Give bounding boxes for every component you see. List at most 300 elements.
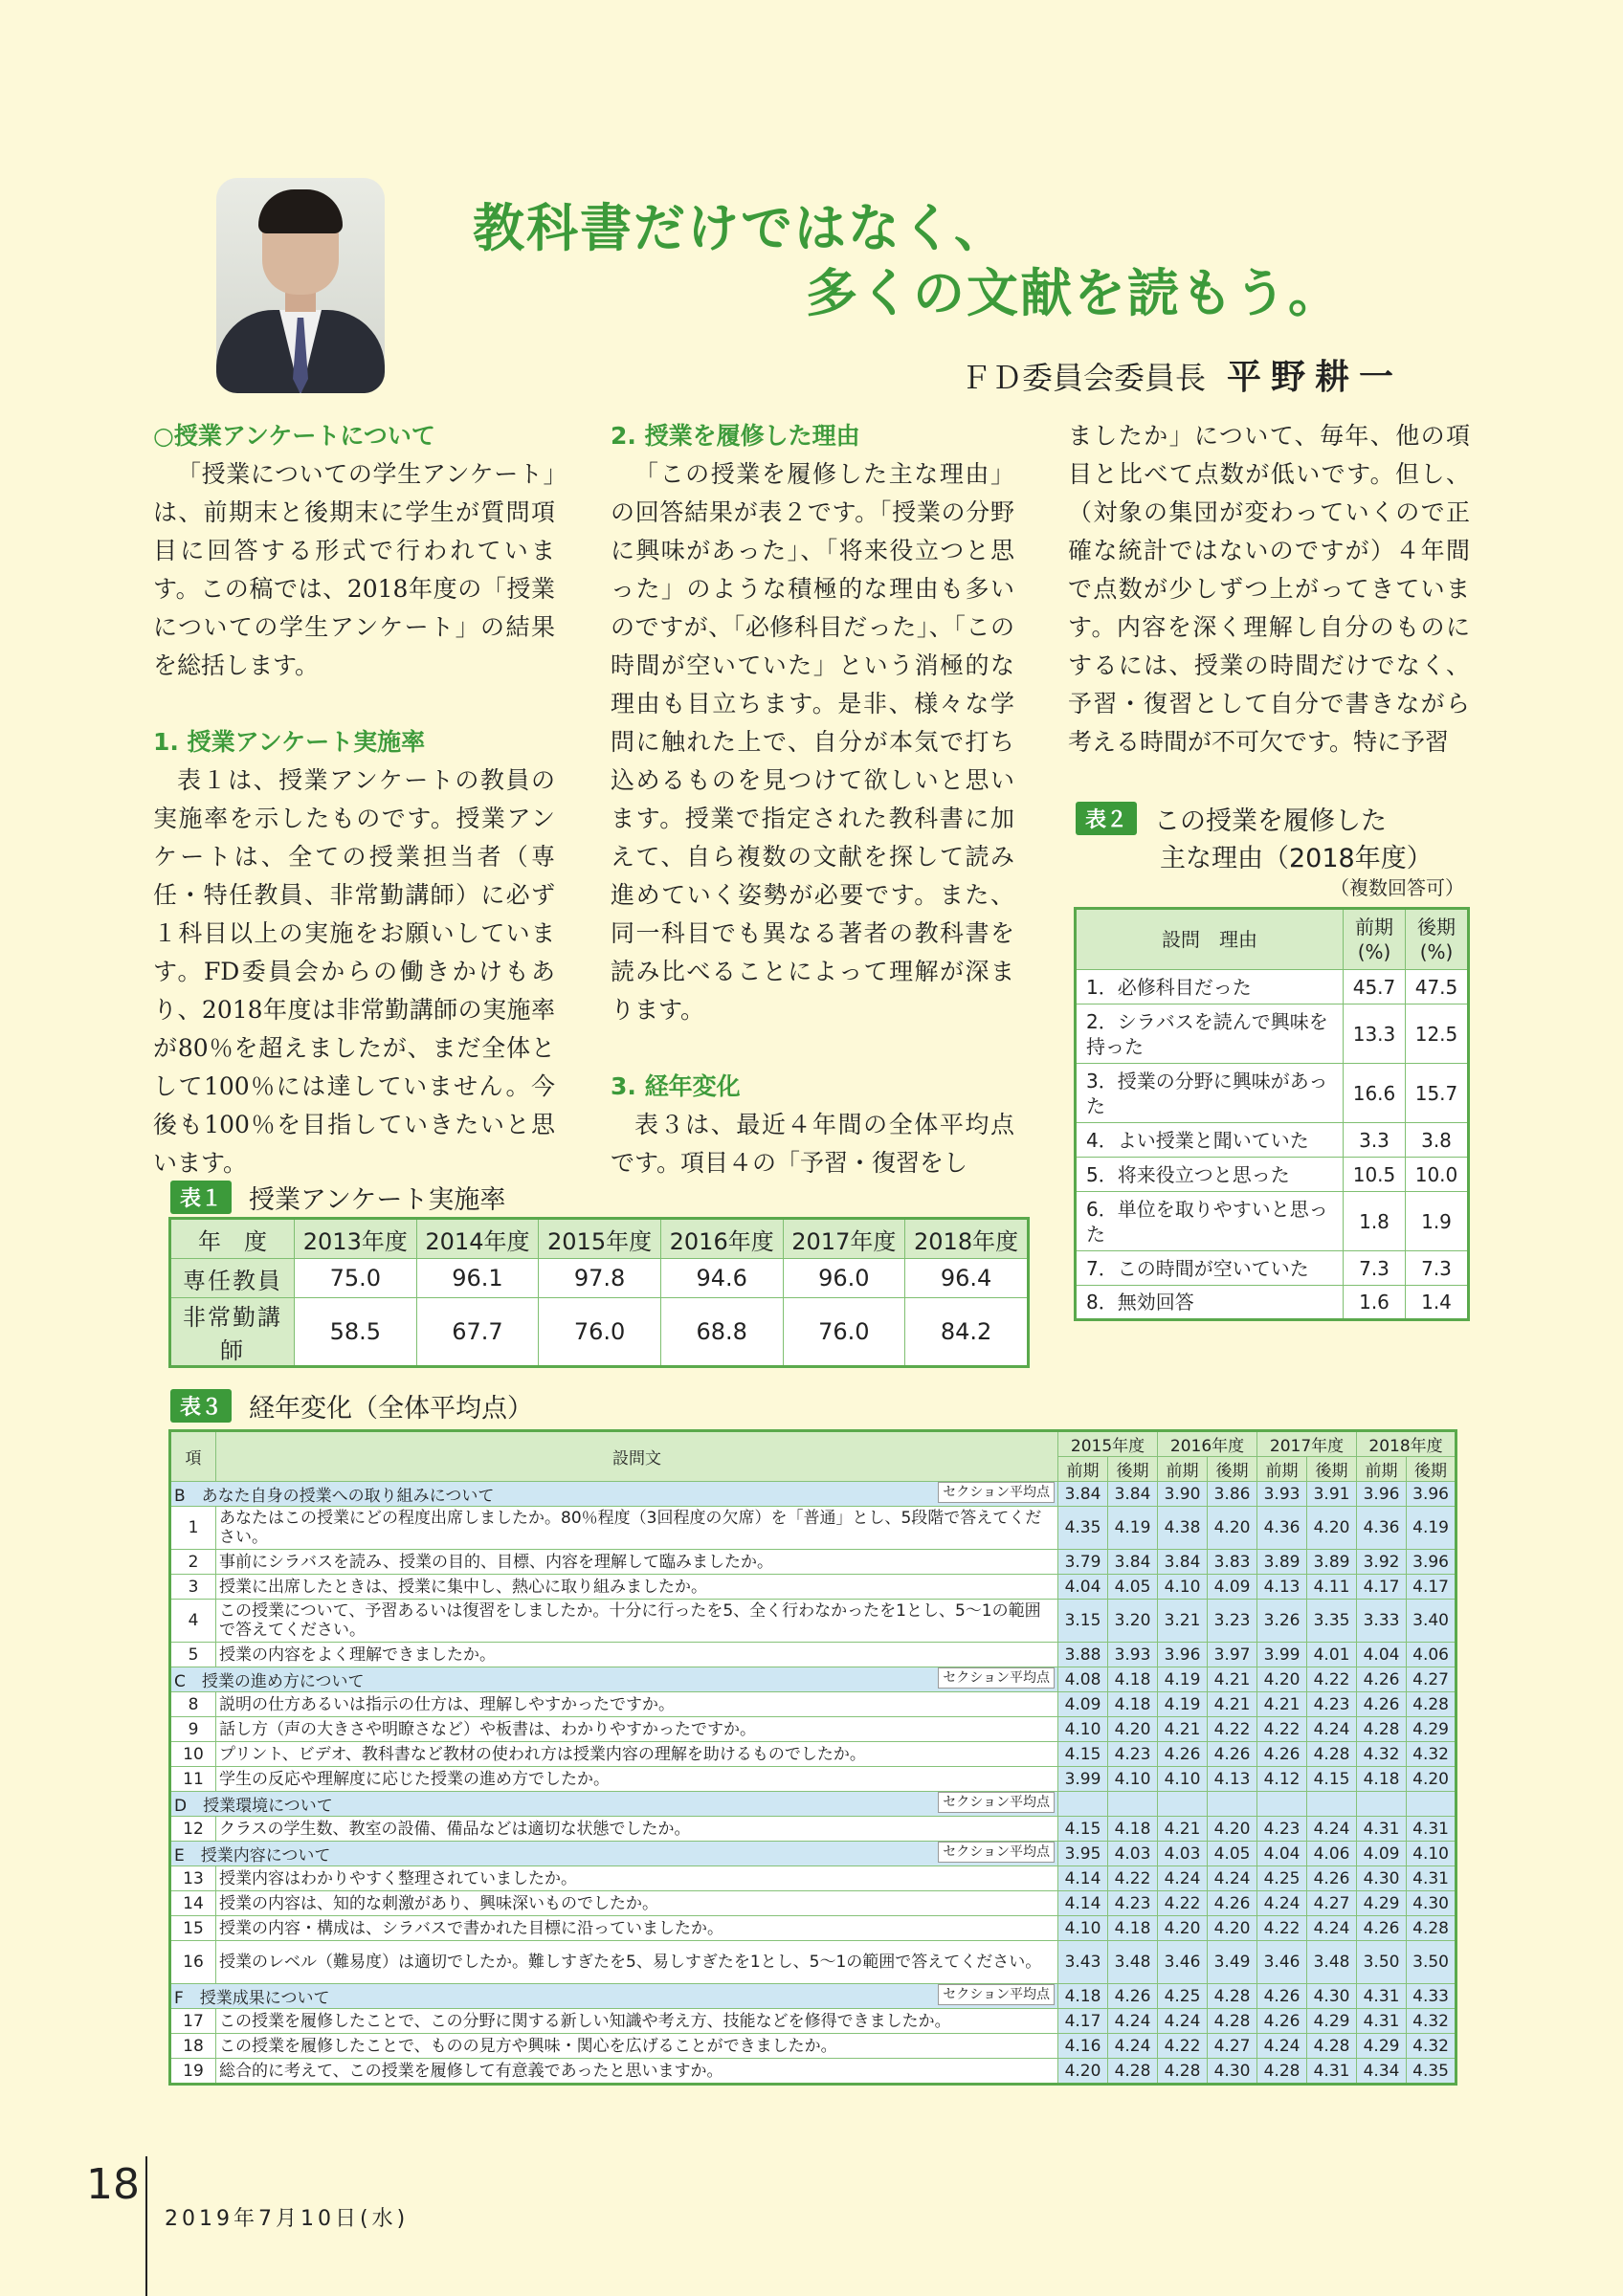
section-average-tag: セクション平均点	[938, 1667, 1055, 1689]
table3-score: 3.26	[1257, 1600, 1307, 1643]
table3-score: 4.10	[1058, 1717, 1108, 1742]
table3-back-header: 後期	[1208, 1457, 1257, 1482]
table3-score: 3.46	[1158, 1941, 1208, 1984]
table3-score: 3.49	[1208, 1941, 1257, 1984]
table2-reason: 6．単位を取りやすいと思った	[1076, 1192, 1344, 1251]
table2-caption-line2: 主な理由（2018年度）	[1160, 844, 1433, 873]
table3-score: 4.16	[1058, 2034, 1108, 2059]
table3-question-text: 授業に出席したときは、授業に集中し、熱心に取り組みましたか。	[216, 1575, 1058, 1600]
table3-item-number: 16	[170, 1941, 216, 1984]
table3-score: 3.40	[1407, 1600, 1456, 1643]
table3-score: 4.10	[1158, 1575, 1208, 1600]
table3-score: 4.09	[1058, 1692, 1108, 1717]
table2-reasons	[1074, 907, 1470, 1321]
table3-score: 4.20	[1058, 2059, 1108, 2085]
table2-reason: 5．将来役立つと思った	[1076, 1158, 1344, 1192]
table3-score: 4.15	[1058, 1817, 1108, 1842]
table2-reason: 2．シラバスを読んで興味を持った	[1076, 1004, 1344, 1064]
table3-item-number: 15	[170, 1916, 216, 1941]
table2-row	[1076, 1123, 1469, 1158]
table3-score: 4.32	[1407, 1742, 1456, 1767]
table2-front-value: 10.5	[1344, 1158, 1406, 1192]
table3-question-text: 授業の内容・構成は、シラバスで書かれた目標に沿っていましたか。	[216, 1916, 1058, 1941]
table2-caption	[1076, 800, 1478, 874]
table3-section-label	[170, 1667, 1058, 1692]
table3-score: 4.12	[1257, 1767, 1307, 1792]
table3-score: 3.15	[1058, 1600, 1108, 1643]
table3-question-text: 説明の仕方あるいは指示の仕方は、理解しやすかったですか。	[216, 1692, 1058, 1717]
table3-question-row	[170, 1916, 1456, 1941]
table3-score: 4.27	[1208, 2034, 1257, 2059]
table3-empty-cell	[1357, 1792, 1407, 1817]
table3-yearly-change	[168, 1429, 1457, 2086]
table3-score: 4.23	[1307, 1692, 1357, 1717]
table3-score: 4.06	[1407, 1643, 1456, 1667]
table3-score: 4.25	[1158, 1984, 1208, 2009]
table3-score: 3.21	[1158, 1600, 1208, 1643]
table3-score: 4.09	[1208, 1575, 1257, 1600]
table3-front-header: 前期	[1357, 1457, 1407, 1482]
table3-score: 4.14	[1058, 1891, 1108, 1916]
table3-section-row	[170, 1482, 1456, 1507]
section-average-tag: セクション平均点	[938, 1984, 1055, 2005]
table3-score: 3.79	[1058, 1550, 1108, 1575]
table2-row	[1076, 1064, 1469, 1123]
table3-score: 4.19	[1407, 1507, 1456, 1550]
table3-score: 4.24	[1108, 2009, 1158, 2034]
table3-score: 4.13	[1257, 1575, 1307, 1600]
table3-score: 4.20	[1208, 1916, 1257, 1941]
table3-score: 3.92	[1357, 1550, 1407, 1575]
table3-question-row	[170, 1742, 1456, 1767]
table3-score: 3.84	[1108, 1482, 1158, 1507]
table2-back-value: 1.4	[1406, 1286, 1469, 1320]
table3-score: 4.35	[1407, 2059, 1456, 2085]
table2-header-front: 前期 (%)	[1344, 909, 1406, 970]
paragraph-yearly-change: 表３は、最近４年間の全体平均点です。項目４の「予習・復習をし	[611, 1111, 1014, 1177]
table3-score: 4.18	[1108, 1692, 1158, 1717]
body-column-3	[1068, 417, 1470, 762]
table3-empty-cell	[1307, 1792, 1357, 1817]
table3-question-text: この授業について、予習あるいは復習をしましたか。十分に行ったを5、全く行わなかったを1とし、5～1の範囲で答えてください。	[216, 1600, 1058, 1643]
table3-question-text: 事前にシラバスを読み、授業の目的、目標、内容を理解して臨みましたか。	[216, 1550, 1058, 1575]
table3-score: 4.15	[1307, 1767, 1357, 1792]
table1-caption-text: 授業アンケート実施率	[249, 1185, 506, 1215]
table3-score: 4.20	[1108, 1717, 1158, 1742]
table3-score: 4.21	[1257, 1692, 1307, 1717]
section-average-tag: セクション平均点	[938, 1482, 1055, 1503]
table3-question-text: クラスの学生数、教室の設備、備品などは適切な状態でしたか。	[216, 1817, 1058, 1842]
table3-score: 4.22	[1307, 1667, 1357, 1692]
table3-score: 4.26	[1208, 1742, 1257, 1767]
author-photo	[216, 178, 385, 393]
table2-row	[1076, 1251, 1469, 1286]
table3-label: 表３	[170, 1389, 232, 1423]
table1-row-name: 非常勤講師	[170, 1298, 295, 1367]
table3-section-label	[170, 1984, 1058, 2009]
table2-front-value: 16.6	[1344, 1064, 1406, 1123]
table3-item-number: 9	[170, 1717, 216, 1742]
table3-question-row	[170, 1866, 1456, 1891]
table3-score: 4.31	[1307, 2059, 1357, 2085]
table3-section-title: B あなた自身の授業への取り組みについて	[174, 1487, 495, 1506]
table3-score: 3.89	[1307, 1550, 1357, 1575]
table3-score: 4.28	[1307, 1742, 1357, 1767]
table3-score: 4.06	[1307, 1842, 1357, 1866]
table3-question-row	[170, 1575, 1456, 1600]
table3-score: 3.83	[1208, 1550, 1257, 1575]
table3-score: 4.09	[1357, 1842, 1407, 1866]
table3-year-header: 2018年度	[1357, 1431, 1456, 1457]
table3-score: 4.29	[1407, 1717, 1456, 1742]
table1-year-header: 2014年度	[416, 1219, 539, 1259]
table3-item-number: 14	[170, 1891, 216, 1916]
table3-score: 4.10	[1158, 1767, 1208, 1792]
table3-score: 4.10	[1108, 1767, 1158, 1792]
table3-year-header: 2015年度	[1058, 1431, 1158, 1457]
table3-question-row	[170, 1817, 1456, 1842]
table3-score: 4.27	[1307, 1891, 1357, 1916]
table3-score: 4.05	[1208, 1842, 1257, 1866]
table3-score: 4.03	[1108, 1842, 1158, 1866]
table3-question-text: 話し方（声の大きさや明瞭さなど）や板書は、わかりやすかったですか。	[216, 1717, 1058, 1742]
table3-score: 4.20	[1208, 1817, 1257, 1842]
table1-year-header: 2018年度	[905, 1219, 1029, 1259]
table3-score: 4.17	[1058, 2009, 1108, 2034]
table3-year-header: 2017年度	[1257, 1431, 1357, 1457]
table2-caption-line1: この授業を履修した	[1154, 806, 1388, 836]
table3-item-number: 1	[170, 1507, 216, 1550]
table3-section-title: C 授業の進め方について	[174, 1672, 365, 1691]
table3-score: 4.20	[1208, 1507, 1257, 1550]
author-name: 平野耕一	[1226, 358, 1403, 397]
table3-score: 3.86	[1208, 1482, 1257, 1507]
table3-score: 3.93	[1108, 1643, 1158, 1667]
table3-score: 4.26	[1257, 2009, 1307, 2034]
table3-score: 4.26	[1357, 1916, 1407, 1941]
table3-score: 4.10	[1407, 1842, 1456, 1866]
table3-score: 3.97	[1208, 1643, 1257, 1667]
table3-score: 3.93	[1257, 1482, 1307, 1507]
table3-question-row	[170, 1643, 1456, 1667]
table1-cell: 96.0	[783, 1259, 905, 1298]
heading-implementation-rate: 1. 授業アンケート実施率	[153, 728, 426, 756]
table2-note: （複数回答可）	[1330, 876, 1464, 899]
issue-date: 2019年7月10日(水)	[165, 2207, 410, 2231]
section-average-tag: セクション平均点	[938, 1792, 1055, 1813]
table2-back-value: 1.9	[1406, 1192, 1469, 1251]
table3-score: 4.26	[1357, 1692, 1407, 1717]
table2-front-value: 1.6	[1344, 1286, 1406, 1320]
table2-back-value: 10.0	[1406, 1158, 1469, 1192]
table3-score: 4.19	[1108, 1507, 1158, 1550]
table3-question-row	[170, 1717, 1456, 1742]
table3-score: 4.05	[1108, 1575, 1158, 1600]
table3-score: 4.17	[1357, 1575, 1407, 1600]
table3-score: 4.22	[1257, 1916, 1307, 1941]
table2-front-value: 45.7	[1344, 970, 1406, 1004]
table3-score: 3.35	[1307, 1600, 1357, 1643]
table3-section-title: F 授業成果について	[174, 1989, 330, 2008]
table1-caption	[170, 1179, 505, 1216]
table3-score: 4.32	[1407, 2034, 1456, 2059]
paragraph-reasons: 「この授業を履修した主な理由」の回答結果が表２です。「授業の分野に興味があった」、「将来役立つと思った」のような積極的な理由も多いのですが、「必修科目だった」、「この時間が空いていた」という消極的な理由も目立ちます。是非、様々な学問に触れた上で、自分が本気で打ち込めるものを見つけて欲しいと思います。授業で指定された教科書に加えて、自ら複数の文献を探して読み進めていく姿勢が必要です。また、同一科目でも異なる著者の教科書を読み比べることによって理解が深まります。	[611, 460, 1014, 1024]
table3-score: 3.46	[1257, 1941, 1307, 1984]
table3-empty-cell	[1208, 1792, 1257, 1817]
table3-score: 4.31	[1357, 1984, 1407, 2009]
table3-score: 4.21	[1158, 1717, 1208, 1742]
table3-score: 4.31	[1407, 1817, 1456, 1842]
table3-score: 3.48	[1307, 1941, 1357, 1984]
table3-front-header: 前期	[1158, 1457, 1208, 1482]
table3-score: 3.95	[1058, 1842, 1108, 1866]
table3-score: 4.04	[1357, 1643, 1407, 1667]
table3-score: 3.88	[1058, 1643, 1108, 1667]
table3-caption	[170, 1387, 533, 1424]
table3-score: 4.24	[1158, 2009, 1208, 2034]
table3-score: 4.19	[1158, 1667, 1208, 1692]
table3-question-row	[170, 1891, 1456, 1916]
table3-score: 4.11	[1307, 1575, 1357, 1600]
table3-score: 3.91	[1307, 1482, 1357, 1507]
table3-score: 4.26	[1257, 1742, 1307, 1767]
table3-empty-cell	[1158, 1792, 1208, 1817]
table3-score: 4.31	[1357, 1817, 1407, 1842]
table3-score: 3.20	[1108, 1600, 1158, 1643]
table3-score: 4.28	[1407, 1692, 1456, 1717]
table3-score: 3.48	[1108, 1941, 1158, 1984]
section-average-tag: セクション平均点	[938, 1842, 1055, 1863]
table3-score: 4.21	[1208, 1667, 1257, 1692]
table3-score: 4.29	[1357, 1891, 1407, 1916]
table3-score: 3.50	[1407, 1941, 1456, 1984]
table3-score: 4.24	[1158, 1866, 1208, 1891]
table1-row	[170, 1298, 1029, 1367]
table3-score: 4.26	[1208, 1891, 1257, 1916]
table3-item-number: 3	[170, 1575, 216, 1600]
table2-back-value: 7.3	[1406, 1251, 1469, 1286]
table2-back-value: 3.8	[1406, 1123, 1469, 1158]
table3-item-number: 4	[170, 1600, 216, 1643]
table1-cell: 67.7	[416, 1298, 539, 1367]
table1-cell: 96.1	[416, 1259, 539, 1298]
table3-question-text: この授業を履修したことで、この分野に関する新しい知識や考え方、技能などを修得できましたか。	[216, 2009, 1058, 2034]
table3-score: 4.30	[1407, 1891, 1456, 1916]
table3-score: 4.18	[1357, 1767, 1407, 1792]
table3-year-header: 2016年度	[1158, 1431, 1257, 1457]
table3-score: 4.21	[1208, 1692, 1257, 1717]
table1-year-header: 2013年度	[295, 1219, 417, 1259]
table3-question-row	[170, 1507, 1456, 1550]
table3-score: 4.28	[1357, 1717, 1407, 1742]
table3-score: 4.24	[1307, 1916, 1357, 1941]
table3-score: 4.08	[1058, 1667, 1108, 1692]
table3-back-header: 後期	[1407, 1457, 1456, 1482]
table2-row	[1076, 1004, 1469, 1064]
table3-score: 4.28	[1158, 2059, 1208, 2085]
table3-score: 3.84	[1058, 1482, 1108, 1507]
author-byline	[961, 350, 1403, 399]
table1-row	[170, 1259, 1029, 1298]
table3-score: 4.25	[1257, 1866, 1307, 1891]
table1-corner: 年 度	[170, 1219, 295, 1259]
table3-question-row	[170, 2059, 1456, 2085]
table3-score: 4.20	[1407, 1767, 1456, 1792]
table3-score: 4.18	[1108, 1916, 1158, 1941]
table3-section-title: E 授業内容について	[174, 1846, 331, 1866]
heading-reasons: 2. 授業を履修した理由	[611, 422, 860, 450]
table3-score: 4.17	[1407, 1575, 1456, 1600]
table1-cell: 68.8	[660, 1298, 783, 1367]
table2-row	[1076, 1286, 1469, 1320]
table3-question-row	[170, 2034, 1456, 2059]
table3-front-header: 前期	[1058, 1457, 1108, 1482]
table1-cell: 58.5	[295, 1298, 417, 1367]
table3-score: 4.10	[1058, 1916, 1108, 1941]
table3-score: 4.38	[1158, 1507, 1208, 1550]
article-title-line1: 教科書だけではなく、	[473, 197, 1008, 258]
table3-score: 4.21	[1158, 1817, 1208, 1842]
table3-item-number: 5	[170, 1643, 216, 1667]
author-role: ＦＤ委員会委員長	[960, 360, 1206, 396]
article-title-line2: 多くの文献を読もう。	[806, 262, 1342, 323]
table3-question-text: 授業の内容をよく理解できましたか。	[216, 1643, 1058, 1667]
table3-score: 4.30	[1357, 1866, 1407, 1891]
table3-score: 4.22	[1158, 1891, 1208, 1916]
table3-section-label	[170, 1482, 1058, 1507]
table3-caption-text: 経年変化（全体平均点）	[249, 1394, 534, 1424]
table3-score: 3.96	[1357, 1482, 1407, 1507]
table1-cell: 94.6	[660, 1259, 783, 1298]
table2-reason: 3．授業の分野に興味があった	[1076, 1064, 1344, 1123]
table3-score: 4.30	[1307, 1984, 1357, 2009]
table3-question-text: 授業内容はわかりやすく整理されていましたか。	[216, 1866, 1058, 1891]
table3-score: 4.24	[1257, 2034, 1307, 2059]
table3-empty-cell	[1407, 1792, 1456, 1817]
table3-item-number: 12	[170, 1817, 216, 1842]
table3-score: 3.50	[1357, 1941, 1407, 1984]
table2-header-back: 後期 (%)	[1406, 909, 1469, 970]
table3-question-row	[170, 1692, 1456, 1717]
table3-score: 4.31	[1357, 2009, 1407, 2034]
table3-score: 4.22	[1208, 1717, 1257, 1742]
table3-empty-cell	[1257, 1792, 1307, 1817]
table3-score: 4.20	[1307, 1507, 1357, 1550]
body-column-2	[611, 417, 1014, 1182]
table3-section-label	[170, 1792, 1058, 1817]
table1-year-header: 2016年度	[660, 1219, 783, 1259]
table3-empty-cell	[1058, 1792, 1108, 1817]
table3-section-row	[170, 1984, 1456, 2009]
table3-score: 4.24	[1257, 1891, 1307, 1916]
table3-score: 4.23	[1257, 1817, 1307, 1842]
table3-question-row	[170, 1941, 1456, 1984]
table3-question-text: 授業のレベル（難易度）は適切でしたか。難しすぎたを5、易しすぎたを1とし、5～1の範囲で答えてください。	[216, 1941, 1058, 1984]
table3-score: 4.20	[1158, 1916, 1208, 1941]
table2-row	[1076, 970, 1469, 1004]
table3-score: 4.26	[1158, 1742, 1208, 1767]
table3-score: 3.84	[1108, 1550, 1158, 1575]
table3-score: 4.15	[1058, 1742, 1108, 1767]
table3-back-header: 後期	[1108, 1457, 1158, 1482]
table3-score: 4.20	[1257, 1667, 1307, 1692]
table3-score: 4.24	[1307, 1817, 1357, 1842]
table3-score: 3.23	[1208, 1600, 1257, 1643]
table3-score: 3.99	[1058, 1767, 1108, 1792]
table3-item-number: 11	[170, 1767, 216, 1792]
table3-score: 4.28	[1307, 2034, 1357, 2059]
table3-score: 4.36	[1357, 1507, 1407, 1550]
paragraph-implementation-rate: 表１は、授業アンケートの教員の実施率を示したものです。授業アンケートは、全ての授業担当者（専任・特任教員、非常勤講師）に必ず１科目以上の実施をお願いしています。FD委員会からの働きかけもあり、2018年度は非常勤講師の実施率が80％を超えましたが、まだ全体として100％には達していません。今後も100％を目指していきたいと思います。	[153, 766, 555, 1177]
table3-score: 4.32	[1357, 1742, 1407, 1767]
table1-year-header: 2015年度	[539, 1219, 661, 1259]
table1-implementation-rate	[168, 1217, 1030, 1368]
table3-score: 4.22	[1158, 2034, 1208, 2059]
table2-back-value: 47.5	[1406, 970, 1469, 1004]
table3-score: 4.03	[1158, 1842, 1208, 1866]
table2-reason: 7．この時間が空いていた	[1076, 1251, 1344, 1286]
table3-score: 4.28	[1208, 1984, 1257, 2009]
table3-score: 4.26	[1357, 1667, 1407, 1692]
table3-score: 4.01	[1307, 1643, 1357, 1667]
table3-score: 4.32	[1407, 2009, 1456, 2034]
table3-score: 4.14	[1058, 1866, 1108, 1891]
table3-score: 4.18	[1108, 1817, 1158, 1842]
table3-item-number: 13	[170, 1866, 216, 1891]
table3-score: 4.29	[1357, 2034, 1407, 2059]
table3-question-text: あなたはこの授業にどの程度出席しましたか。80％程度（3回程度の欠席）を「普通」とし、5段階で答えてください。	[216, 1507, 1058, 1550]
table3-score: 4.18	[1058, 1984, 1108, 2009]
table3-score: 4.19	[1158, 1692, 1208, 1717]
table3-section-row	[170, 1792, 1456, 1817]
table2-front-value: 1.8	[1344, 1192, 1406, 1251]
table3-score: 3.84	[1158, 1550, 1208, 1575]
table3-score: 4.23	[1108, 1742, 1158, 1767]
table3-score: 4.33	[1407, 1984, 1456, 2009]
table2-front-value: 3.3	[1344, 1123, 1406, 1158]
paragraph-yearly-change-cont: ましたか」について、毎年、他の項目と比べて点数が低いです。但し、（対象の集団が変わっていくので正確な統計ではないのですが）４年間で点数が少しずつ上がってきています。内容を深く理解し自分のものにするには、授業の時間だけでなく、予習・復習として自分で書きながら考える時間が不可欠です。特に予習	[1068, 422, 1470, 756]
table3-score: 3.96	[1407, 1482, 1456, 1507]
table3-question-text: 総合的に考えて、この授業を履修して有意義であったと思いますか。	[216, 2059, 1058, 2085]
table3-question-text: 学生の反応や理解度に応じた授業の進め方でしたか。	[216, 1767, 1058, 1792]
table3-score: 4.36	[1257, 1507, 1307, 1550]
table3-item-number: 17	[170, 2009, 216, 2034]
table2-label: 表２	[1076, 802, 1137, 835]
table2-row	[1076, 1158, 1469, 1192]
table3-score: 4.04	[1257, 1842, 1307, 1866]
table3-score: 3.99	[1257, 1643, 1307, 1667]
table1-cell: 75.0	[295, 1259, 417, 1298]
table3-header-question: 設問文	[216, 1431, 1058, 1482]
table1-cell: 76.0	[539, 1298, 661, 1367]
table3-score: 4.31	[1407, 1866, 1456, 1891]
table3-score: 4.28	[1208, 2009, 1257, 2034]
table3-section-label	[170, 1842, 1058, 1866]
table2-reason: 8．無効回答	[1076, 1286, 1344, 1320]
table3-score: 4.24	[1108, 2034, 1158, 2059]
table3-score: 4.26	[1257, 1984, 1307, 2009]
table3-section-row	[170, 1667, 1456, 1692]
table2-back-value: 15.7	[1406, 1064, 1469, 1123]
table3-score: 4.13	[1208, 1767, 1257, 1792]
paragraph-survey: 「授業についての学生アンケート」は、前期末と後期末に学生が質問項目に回答する形式で行われています。この稿では、2018年度の「授業についての学生アンケート」の結果を総括します。	[153, 460, 555, 679]
table3-item-number: 2	[170, 1550, 216, 1575]
table3-question-row	[170, 2009, 1456, 2034]
table3-header-no: 項	[170, 1431, 216, 1482]
table3-section-title: D 授業環境について	[174, 1797, 333, 1816]
table3-question-text: この授業を履修したことで、ものの見方や興味・関心を広げることができましたか。	[216, 2034, 1058, 2059]
table3-item-number: 18	[170, 2034, 216, 2059]
